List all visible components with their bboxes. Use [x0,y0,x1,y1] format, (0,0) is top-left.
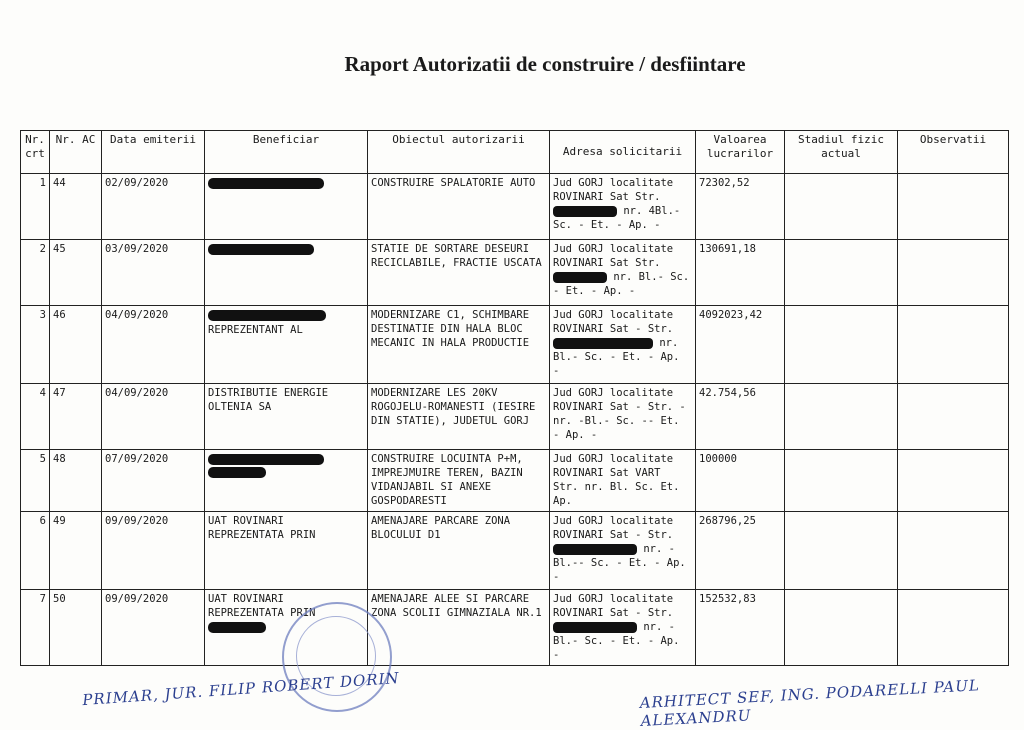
col-observatii: Observatii [898,131,1009,174]
report-title: Raport Autorizatii de construire / desfiintare [344,52,746,76]
row-nr: 5 [21,450,50,512]
col-nr-crt: Nr. crt [21,131,50,174]
address-line: Jud GORJ localitate ROVINARI Sat Str. [553,243,674,269]
row-adresa [550,590,696,666]
row-valoare: 152532,83 [696,590,785,666]
row-obiect: CONSTRUIRE LOCUINTA P+M, IMPREJMUIRE TEREN, BAZIN VIDANJABIL SI ANEXE GOSPODARESTI [368,450,550,512]
row-adresa [550,512,696,590]
row-obiect: CONSTRUIRE SPALATORIE AUTO [368,174,550,240]
redaction-mark [208,310,326,321]
address-line: Jud GORJ localitate ROVINARI Sat - Str. [553,309,674,335]
report-table [20,130,1009,666]
row-ac: 50 [50,590,102,666]
row-nr: 7 [21,590,50,666]
row-adresa [550,240,696,306]
table-row [21,384,1009,450]
row-date: 09/09/2020 [102,512,205,590]
redaction-mark [208,467,266,478]
address-line: nr. -Bl.- Sc. - Et. - Ap. - [553,621,680,661]
row-observatii [898,512,1009,590]
redaction-mark [208,454,324,465]
row-stadiu [785,384,898,450]
row-nr: 1 [21,174,50,240]
row-obiect: AMENAJARE ALEE SI PARCARE ZONA SCOLII GIMNAZIALA NR.1 [368,590,550,666]
address-line: nr. Bl.- Sc. - Et. - Ap. - [553,271,690,297]
row-stadiu [785,174,898,240]
row-valoare: 100000 [696,450,785,512]
redaction-mark [553,338,653,349]
beneficiar-text: UAT ROVINARI REPREZENTATA PRIN [208,593,316,619]
row-obiect: MODERNIZARE C1, SCHIMBARE DESTINATIE DIN HALA BLOC MECANIC IN HALA PRODUCTIE [368,306,550,384]
col-stadiul: Stadiul fizic actual [785,131,898,174]
row-beneficiar [205,306,368,384]
col-valoarea: Valoarea lucrarilor [696,131,785,174]
row-stadiu [785,450,898,512]
row-stadiu [785,240,898,306]
row-obiect: STATIE DE SORTARE DESEURI RECICLABILE, FRACTIE USCATA [368,240,550,306]
redaction-mark [553,272,607,283]
row-valoare: 4092023,42 [696,306,785,384]
col-adresa: Adresa solicitarii [550,131,696,174]
redaction-mark [208,244,314,255]
row-stadiu [785,306,898,384]
table-row [21,174,1009,240]
row-nr: 6 [21,512,50,590]
row-valoare: 42.754,56 [696,384,785,450]
row-date: 04/09/2020 [102,384,205,450]
row-valoare: 72302,52 [696,174,785,240]
redaction-mark [553,544,637,555]
table-row [21,512,1009,590]
row-observatii [898,590,1009,666]
row-observatii [898,306,1009,384]
row-date: 07/09/2020 [102,450,205,512]
table-row [21,590,1009,666]
table-row [21,450,1009,512]
row-stadiu [785,512,898,590]
row-ac: 44 [50,174,102,240]
table-row [21,306,1009,384]
row-valoare: 130691,18 [696,240,785,306]
row-observatii [898,450,1009,512]
address-line: Jud GORJ localitate ROVINARI Sat - Str. [553,593,674,619]
address-line: Jud GORJ localitate ROVINARI Sat Str. [553,177,674,203]
col-beneficiar: Beneficiar [205,131,368,174]
address-line: nr. 4Bl.- Sc. - Et. - Ap. - [553,205,681,231]
redaction-mark [208,622,266,633]
address-line: Jud GORJ localitate ROVINARI Sat - Str. - nr. -Bl.- Sc. -- Et. - Ap. - [553,387,686,441]
row-date: 02/09/2020 [102,174,205,240]
row-nr: 2 [21,240,50,306]
row-nr: 4 [21,384,50,450]
redaction-mark [553,206,617,217]
row-date: 04/09/2020 [102,306,205,384]
signature-chief-architect: ARHITECT SEF, ING. PODARELLI PAUL ALEXANDRU [639,676,981,730]
row-date: 03/09/2020 [102,240,205,306]
row-obiect: MODERNIZARE LES 20KV ROGOJELU-ROMANESTI (IESIRE DIN STATIE), JUDETUL GORJ [368,384,550,450]
row-ac: 48 [50,450,102,512]
row-adresa [550,450,696,512]
row-obiect: AMENAJARE PARCARE ZONA BLOCULUI D1 [368,512,550,590]
row-ac: 45 [50,240,102,306]
row-nr: 3 [21,306,50,384]
col-nr-ac: Nr. AC [50,131,102,174]
col-data-emiterii: Data emiterii [102,131,205,174]
row-beneficiar: UAT ROVINARI REPREZENTATA PRIN [205,512,368,590]
row-ac: 46 [50,306,102,384]
row-beneficiar [205,174,368,240]
row-beneficiar: DISTRIBUTIE ENERGIE OLTENIA SA [205,384,368,450]
row-adresa [550,174,696,240]
signature-mayor: PRIMAR, JUR. FILIP ROBERT DORIN [81,668,401,710]
address-line: nr. Bl.- Sc. - Et. - Ap. - [553,337,680,377]
row-ac: 49 [50,512,102,590]
official-stamp [282,602,392,712]
row-beneficiar [205,240,368,306]
row-observatii [898,240,1009,306]
row-adresa [550,306,696,384]
col-obiectul: Obiectul autorizarii [368,131,550,174]
table-row [21,240,1009,306]
row-valoare: 268796,25 [696,512,785,590]
header-row [21,131,1009,174]
address-line: Jud GORJ localitate ROVINARI Sat VART Str. nr. Bl. Sc. Et. Ap. [553,453,680,507]
address-line: Jud GORJ localitate ROVINARI Sat - Str. [553,515,674,541]
redaction-mark [553,622,637,633]
row-beneficiar [205,450,368,512]
address-line: nr. -Bl.-- Sc. - Et. - Ap. - [553,543,686,583]
row-date: 09/09/2020 [102,590,205,666]
row-stadiu [785,590,898,666]
beneficiar-text: REPREZENTANT AL [208,324,303,336]
redaction-mark [208,178,324,189]
row-ac: 47 [50,384,102,450]
row-adresa [550,384,696,450]
row-observatii [898,174,1009,240]
row-observatii [898,384,1009,450]
